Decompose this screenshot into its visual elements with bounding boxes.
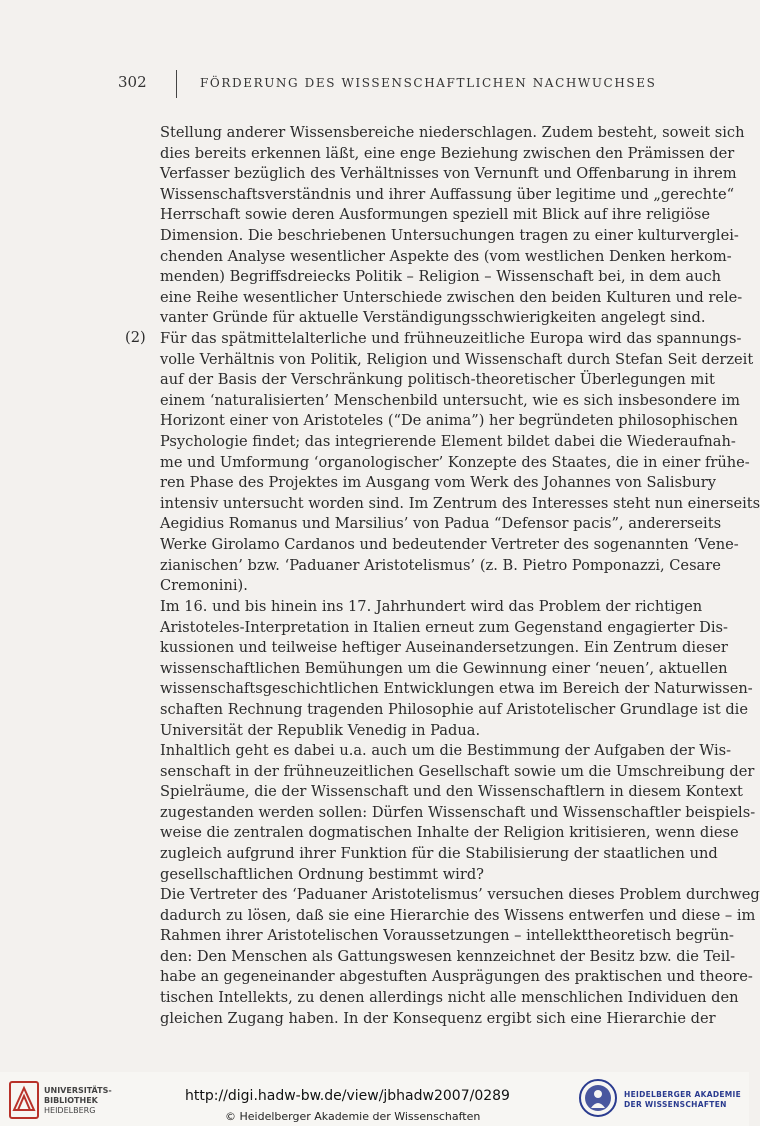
text-line: zugestanden werden sollen: Dürfen Wissenschaft und Wissenschaftler beispiels- xyxy=(160,803,756,821)
digitization-footer xyxy=(0,1072,749,1126)
running-title: FÖRDERUNG DES WISSENSCHAFTLICHEN NACHWUCHSES xyxy=(200,76,657,90)
text-line: Aegidius Romanus und Marsilius’ von Padua “Defensor pacis”, andererseits xyxy=(160,515,722,533)
academy-line-2: DER WISSENSCHAFTEN xyxy=(624,1100,727,1109)
academy-seal-icon xyxy=(578,1076,618,1120)
text-line: vanter Gründe für aktuelle Verständigungsschwierigkeiten angelegt sind. xyxy=(160,309,706,327)
text-line: Herrschaft sowie deren Ausformungen speziell mit Blick auf ihre religiöse xyxy=(160,206,711,224)
text-line: Für das spätmittelalterliche und frühneuzeitliche Europa wird das spannungs- xyxy=(160,330,742,347)
paragraph-4 xyxy=(160,741,756,885)
text-line: menden) Begriffsdreiecks Politik – Religion – Wissenschaft bei, in dem auch xyxy=(160,268,722,286)
text-line: den: Den Menschen als Gattungswesen kennzeichnet der Besitz bzw. die Teil- xyxy=(160,947,736,965)
text-line: Dimension. Die beschriebenen Untersuchungen tragen zu einer kulturverglei- xyxy=(160,226,739,244)
library-line-1: UNIVERSITÄTS- xyxy=(44,1086,112,1095)
paragraph-3 xyxy=(160,597,753,741)
text-line: gleichen Zugang haben. In der Konsequenz ergibt sich eine Hierarchie der xyxy=(160,1009,716,1027)
page-header xyxy=(118,70,657,98)
text-line: volle Verhältnis von Politik, Religion und Wissenschaft durch Stefan Seit derzeit xyxy=(160,350,754,368)
list-marker-2: (2) xyxy=(125,329,146,346)
text-line: Im 16. und bis hinein ins 17. Jahrhundert wird das Problem der richtigen xyxy=(160,598,703,615)
text-line: gesellschaftlichen Ordnung bestimmt wird? xyxy=(160,865,484,883)
paragraph-1 xyxy=(160,123,745,329)
text-line: intensiv untersucht worden sind. Im Zentrum des Interesses steht nun einerseits xyxy=(160,494,760,512)
header-divider xyxy=(176,70,177,98)
text-line: Inhaltlich geht es dabei u.a. auch um die Bestimmung der Aufgaben der Wis- xyxy=(160,742,732,759)
text-line: dies bereits erkennen läßt, eine enge Beziehung zwischen den Prämissen der xyxy=(160,144,735,162)
text-line: ren Phase des Projektes im Ausgang vom Werk des Johannes von Salisbury xyxy=(160,474,717,492)
academy-name xyxy=(624,1090,741,1110)
text-line: Werke Girolamo Cardanos und bedeutender Vertreter des sogenannten ‘Vene- xyxy=(160,535,739,553)
text-line: Spielräume, die der Wissenschaft und den Wissenschaftlern in diesem Kontext xyxy=(160,783,743,801)
text-line: kussionen und teilweise heftiger Auseinandersetzungen. Ein Zentrum dieser xyxy=(160,639,728,657)
text-line: Psychologie findet; das integrierende Element bildet dabei die Wiederaufnah- xyxy=(160,432,736,450)
paragraph-5 xyxy=(160,885,760,1029)
paragraph-2 xyxy=(160,329,760,597)
copyright-notice: © Heidelberger Akademie der Wissenschaften xyxy=(225,1110,481,1123)
text-line: einem ‘naturalisierten’ Menschenbild untersucht, wie es sich insbesondere im xyxy=(160,391,740,409)
text-line: schaften Rechnung tragenden Philosophie auf Aristotelischer Grundlage ist die xyxy=(160,700,748,718)
text-line: habe an gegeneinander abgestuften Ausprägungen des praktischen und theore- xyxy=(160,968,753,986)
text-line: Rahmen ihrer Aristotelischen Voraussetzungen – intellekttheoretisch begrün- xyxy=(160,927,734,945)
text-line: weise die zentralen dogmatischen Inhalte der Religion kritisieren, wenn diese xyxy=(160,824,739,842)
text-line: me und Umformung ‘organologischer’ Konzepte des Staates, die in einer frühe- xyxy=(160,453,750,471)
text-line: Universität der Republik Venedig in Padua. xyxy=(160,721,481,739)
text-line: eine Reihe wesentlicher Unterschiede zwischen den beiden Kulturen und rele- xyxy=(160,288,743,306)
text-line: wissenschaftsgeschichtlichen Entwicklungen etwa im Bereich der Naturwissen- xyxy=(160,680,753,698)
library-line-2: BIBLIOTHEK xyxy=(44,1096,98,1105)
text-line: tischen Intellekts, zu denen allerdings nicht alle menschlichen Individuen den xyxy=(160,988,739,1006)
text-line: Stellung anderer Wissensbereiche niederschlagen. Zudem besteht, soweit sich xyxy=(160,124,745,141)
text-line: Horizont einer von Aristoteles (“De anima”) her begründeten philosophischen xyxy=(160,412,738,430)
text-line: senschaft in der frühneuzeitlichen Gesellschaft sowie um die Umschreibung der xyxy=(160,762,755,780)
text-line: Cremonini). xyxy=(160,577,248,595)
university-library-logo-icon xyxy=(8,1080,40,1120)
text-line: wissenschaftlichen Bemühungen um die Gewinnung einer ‘neuen’, aktuellen xyxy=(160,659,728,677)
text-line: zugleich aufgrund ihrer Funktion für die Stabilisierung der staatlichen und xyxy=(160,844,718,862)
page-number: 302 xyxy=(118,73,147,91)
text-line: Aristoteles-Interpretation in Italien erneut zum Gegenstand engagierter Dis- xyxy=(160,618,728,636)
text-line: Die Vertreter des ‘Paduaner Aristotelismus’ versuchen dieses Problem durchweg xyxy=(160,886,760,903)
library-name xyxy=(44,1086,112,1116)
text-line: Verfasser bezüglich des Verhältnisses von Vernunft und Offenbarung in ihrem xyxy=(160,165,737,183)
permalink-url[interactable]: http://digi.hadw-bw.de/view/jbhadw2007/0289 xyxy=(185,1088,510,1104)
library-line-3: HEIDELBERG xyxy=(44,1106,96,1115)
text-line: chenden Analyse wesentlicher Aspekte des (vom westlichen Denken herkom- xyxy=(160,247,732,265)
text-line: Wissenschaftsverständnis und ihrer Auffassung über legitime und „gerechte“ xyxy=(160,185,735,203)
academy-line-1: HEIDELBERGER AKADEMIE xyxy=(624,1090,742,1099)
text-line: auf der Basis der Verschränkung politisch-theoretischer Überlegungen mit xyxy=(160,371,715,389)
text-line: zianischen’ bzw. ‘Paduaner Aristotelismus’ (z. B. Pietro Pomponazzi, Cesare xyxy=(160,556,721,574)
text-line: dadurch zu lösen, daß sie eine Hierarchie des Wissens entwerfen und diese – im xyxy=(160,906,756,924)
